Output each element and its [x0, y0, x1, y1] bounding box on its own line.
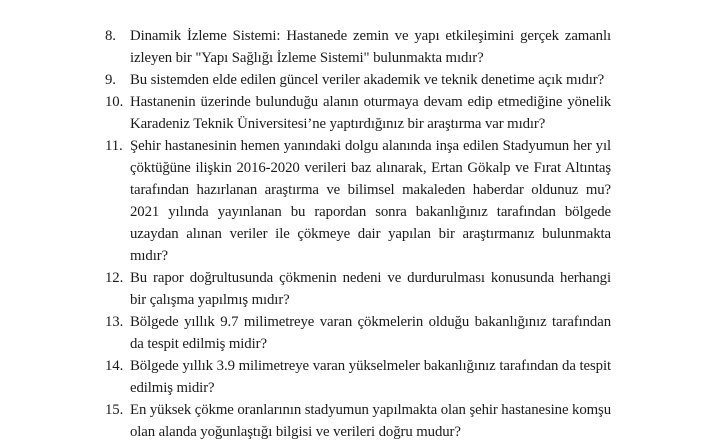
list-item — [105, 91, 611, 135]
list-item — [105, 69, 611, 91]
list-item-text: Bu sistemden elde edilen güncel veriler akademik ve teknik denetime açık mıdır? — [130, 72, 605, 88]
numbered-question-list — [105, 25, 611, 443]
list-item-number: 10. — [105, 94, 124, 110]
list-item — [105, 311, 611, 355]
list-item-number: 15. — [105, 402, 124, 418]
list-item-text: Bölgede yıllık 3.9 milimetreye varan yükselmeler bakanlığınız tarafından da tespit edilmiş midir? — [130, 358, 611, 396]
list-item — [105, 25, 611, 69]
list-item-number: 9. — [105, 72, 116, 88]
list-item — [105, 267, 611, 311]
list-item — [105, 135, 611, 267]
list-item-number: 13. — [105, 314, 124, 330]
list-item-text: Bu rapor doğrultusunda çökmenin nedeni ve durdurulması konusunda herhangi bir çalışma yapılmış mıdır? — [130, 270, 611, 308]
list-item-text: Bölgede yıllık 9.7 milimetreye varan çökmelerin olduğu bakanlığınız tarafından da tespit edilmiş midir? — [130, 314, 611, 352]
list-item-text: Şehir hastanesinin hemen yanındaki dolgu alanında inşa edilen Stadyumun her yıl çöktüğüne ilişkin 2016-2020 verileri baz alınarak, Ertan Gökalp ve Fırat Altıntaş tarafından hazırlanan araştırma ve bilimsel makaleden haberdar oldunuz mu? 2021 yılında yayınlanan bu rapordan sonra bakanlığınız tarafından bölgede uzaydan alınan veriler ile çökmeye dair yapılan bir araştırmanız bulunmakta mıdır? — [130, 138, 611, 264]
list-item-number: 8. — [105, 28, 116, 44]
list-item-number: 11. — [105, 138, 123, 154]
list-item-text: En yüksek çökme oranlarının stadyumun yapılmakta olan şehir hastanesine komşu olan alanda yoğunlaştığı bilgisi ve verileri doğru mudur? — [130, 402, 611, 440]
list-item — [105, 399, 611, 443]
list-item-number: 12. — [105, 270, 124, 286]
list-item-text: Dinamik İzleme Sistemi: Hastanede zemin ve yapı etkileşimini gerçek zamanlı izleyen bir "Yapı Sağlığı İzleme Sistemi" bulunmakta mıdır? — [130, 28, 611, 66]
list-item-text: Hastanenin üzerinde bulunduğu alanın oturmaya devam edip etmediğine yönelik Karadeniz Teknik Üniversitesi’ne yaptırdığınız bir araştırma var mıdır? — [130, 94, 611, 132]
list-item — [105, 355, 611, 399]
list-item-number: 14. — [105, 358, 124, 374]
